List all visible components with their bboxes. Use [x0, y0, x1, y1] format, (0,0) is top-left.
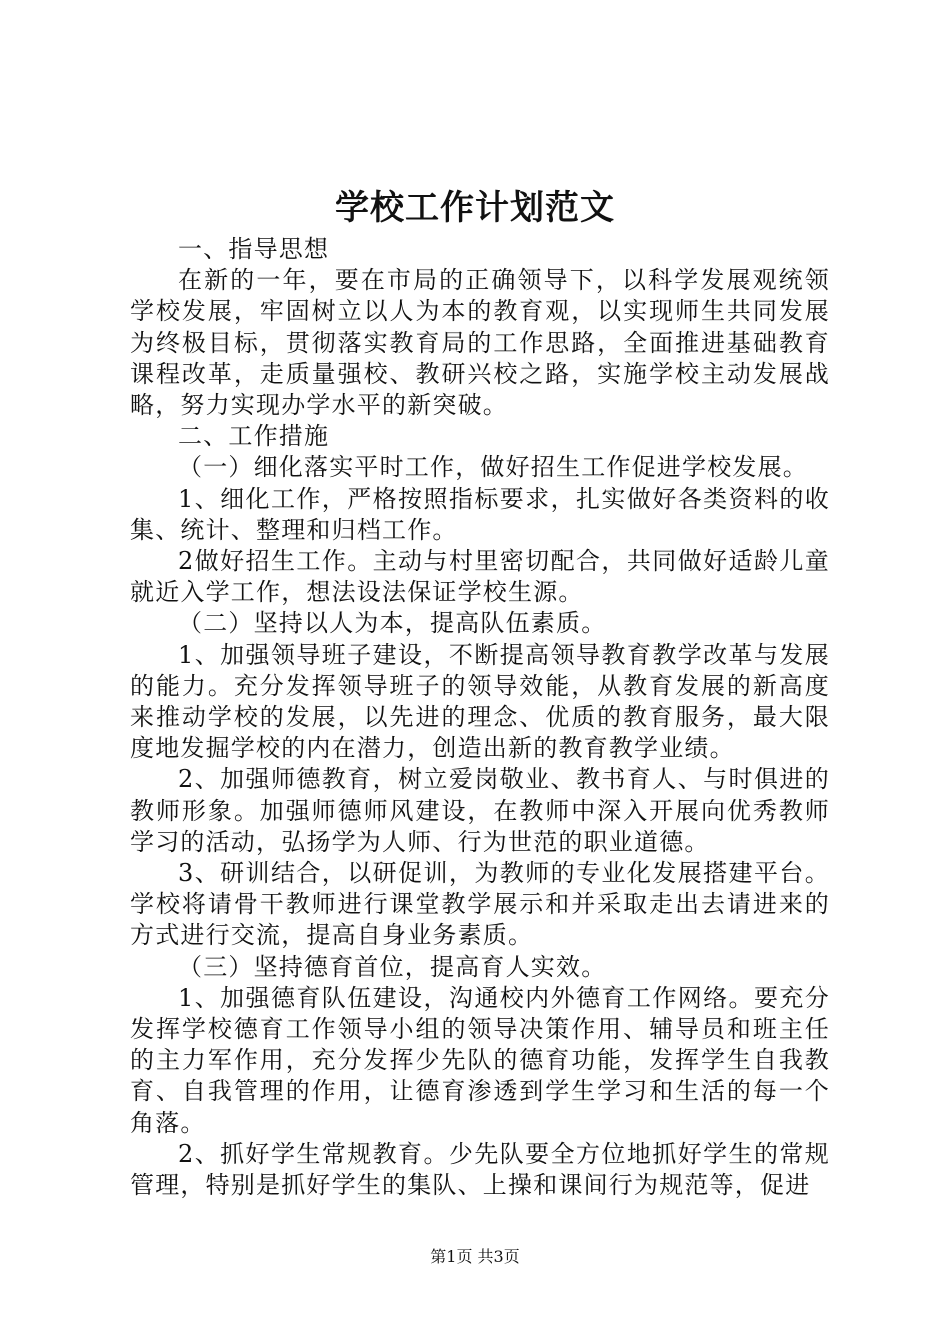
document-title: 学校工作计划范文 — [335, 188, 615, 228]
paragraph: 2、加强师德教育，树立爱岗敬业、教书育人、与时俱进的教师形象。加强师德师风建设，在教师中深入开展向优秀教师学习的活动，弘扬学为人师、行为世范的职业道德。 — [130, 765, 830, 856]
section-heading: 二、工作措施 — [178, 422, 330, 451]
paragraph: 3、研训结合，以研促训，为教师的专业化发展搭建平台。学校将请骨干教师进行课堂教学展示和并采取走出去请进来的方式进行交流，提高自身业务素质。 — [130, 859, 830, 950]
paragraph: 2、抓好学生常规教育。少先队要全方位地抓好学生的常规管理，特别是抓好学生的集队、上操和课间行为规范等，促进 — [130, 1139, 830, 1200]
paragraph: 在新的一年，要在市局的正确领导下，以科学发展观统领学校发展，牢固树立以人为本的教育观，以实现师生共同发展为终极目标，贯彻落实教育局的工作思路，全面推进基础教育课程改革，走质量强校、教研兴校之路，实施学校主动发展战略，努力实现办学水平的新突破。 — [130, 266, 830, 420]
paragraph: 1、加强德育队伍建设，沟通校内外德育工作网络。要充分发挥学校德育工作领导小组的领导决策作用、辅导员和班主任的主力军作用，充分发挥少先队的德育功能，发挥学生自我教育、自我管理的作用，让德育渗透到学生学习和生活的每一个角落。 — [130, 983, 830, 1137]
paragraph: 1、加强领导班子建设，不断提高领导教育教学改革与发展的能力。充分发挥领导班子的领导效能，从教育发展的新高度来推动学校的发展，以先进的理念、优质的教育服务，最大限度地发掘学校的内在潜力，创造出新的教育教学业绩。 — [130, 640, 830, 763]
paragraph: 1、细化工作，严格按照指标要求，扎实做好各类资料的收集、统计、整理和归档工作。 — [130, 484, 830, 544]
page-number: 第1页 共3页 — [430, 1247, 520, 1266]
subsection-heading: （二）坚持以人为本，提高队伍素质。 — [178, 609, 607, 638]
section-heading: 一、指导思想 — [178, 235, 330, 263]
subsection-heading: （一）细化落实平时工作，做好招生工作促进学校发展。 — [178, 453, 808, 482]
document-body — [130, 234, 830, 1201]
paragraph: 2做好招生工作。主动与村里密切配合，共同做好适龄儿童就近入学工作，想法设法保证学校生源。 — [130, 547, 830, 607]
subsection-heading: （三）坚持德育首位，提高育人实效。 — [178, 952, 607, 981]
